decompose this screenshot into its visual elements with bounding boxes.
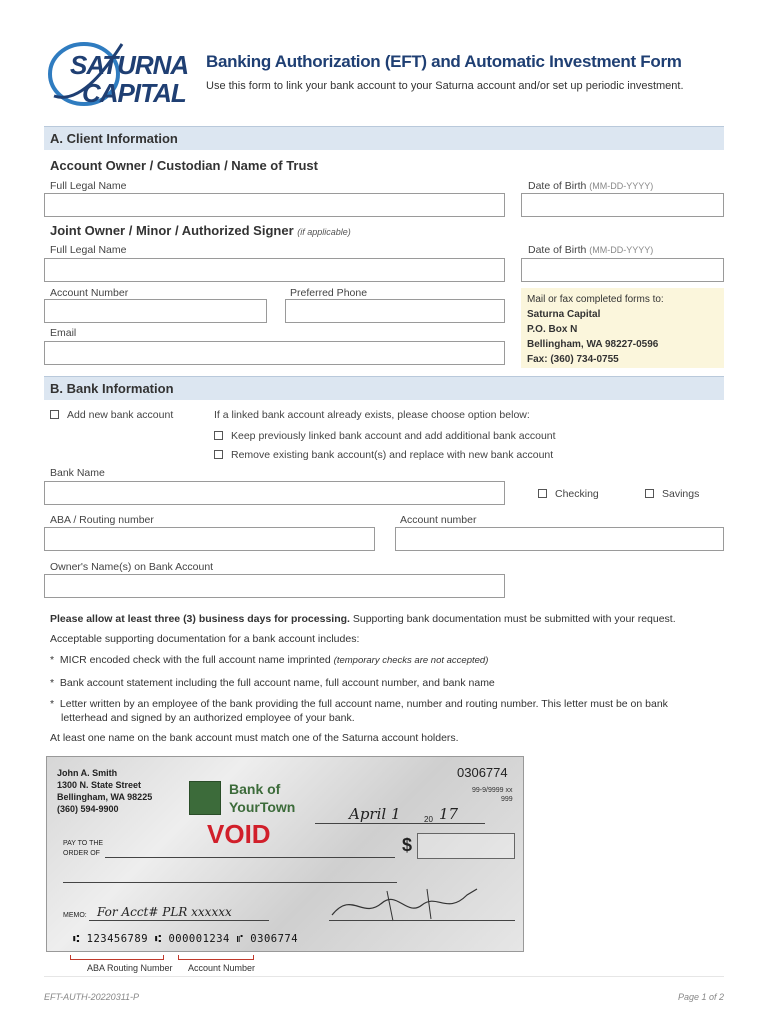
keep-label: Keep previously linked bank account and add additional bank account: [231, 430, 556, 442]
micr-line: ⑆ 123456789 ⑆ 000001234 ⑈ 0306774: [73, 933, 299, 945]
keep-checkbox[interactable]: [214, 431, 223, 440]
sample-check: [46, 756, 524, 952]
dob-format: (MM-DD-YYYY): [589, 181, 654, 191]
check-owner-phone: (360) 594-9900: [57, 804, 119, 814]
bank-name-field[interactable]: [44, 481, 505, 505]
acct-bracket: [178, 955, 254, 960]
bullet-3: * Letter written by an employee of the bank providing the full account name, number and routing number. This letter must be on bank letterhead and signed by an authorized employee of your bank.: [50, 698, 668, 724]
bank-logo-icon: [189, 781, 221, 815]
bank-name-label: Bank Name: [50, 467, 105, 479]
add-new-checkbox[interactable]: [50, 410, 59, 419]
footer-page: Page 1 of 2: [678, 992, 725, 1002]
bullet-3-line1: Letter written by an employee of the bank providing the full account name, number and routing number. This letter must be on bank: [59, 698, 668, 710]
payee-line: [105, 857, 395, 858]
year-prefix: 20: [424, 815, 433, 824]
memo-line: [89, 920, 269, 921]
preferred-phone-label: Preferred Phone: [290, 287, 368, 299]
processing-note-bold: Please allow at least three (3) business days for processing.: [50, 613, 350, 625]
logo-text-line2: CAPITAL: [82, 78, 186, 108]
joint-heading-text: Joint Owner / Minor / Authorized Signer: [50, 223, 294, 238]
section-b-header: [44, 376, 724, 400]
acceptable-note: Acceptable supporting documentation for a bank account includes:: [50, 633, 360, 645]
joint-note: (if applicable): [297, 227, 351, 237]
page-subtitle: Use this form to link your bank account to your Saturna account and/or set up periodic investment.: [206, 80, 684, 92]
savings-label: Savings: [662, 488, 700, 500]
pay-to-label: [63, 839, 103, 859]
checking-checkbox[interactable]: [538, 489, 547, 498]
dob-label: [528, 180, 653, 192]
email-label: Email: [50, 327, 77, 339]
bank-account-number-field[interactable]: [395, 527, 724, 551]
memo-handwriting: For Acct# PLR xxxxxx: [97, 905, 232, 919]
page-title: Banking Authorization (EFT) and Automatic Investment Form: [206, 52, 682, 71]
signature-icon: [327, 885, 487, 925]
bullet-2-text: Bank account statement including the full account name, full account number, and bank name: [59, 677, 495, 689]
check-number: 0306774: [457, 765, 508, 780]
saturna-logo: [44, 36, 189, 112]
bullet-1-text: MICR encoded check with the full account name imprinted: [59, 654, 331, 666]
check-owner-name: John A. Smith: [57, 768, 118, 778]
logo-text-line1: SATURNA: [70, 50, 189, 80]
section-b-title: B. Bank Information: [50, 381, 174, 396]
aba-routing-label: ABA Routing Number: [87, 963, 173, 973]
joint-heading: [50, 223, 351, 238]
match-note: At least one name on the bank account must match one of the Saturna account holders.: [50, 732, 459, 744]
amount-box: [417, 833, 515, 859]
add-new-bank-option[interactable]: [50, 409, 173, 421]
remove-checkbox[interactable]: [214, 450, 223, 459]
account-number-label: Account Number: [50, 287, 129, 299]
date-line: [315, 823, 485, 824]
full-legal-name-field[interactable]: [44, 193, 505, 217]
year-handwriting: 17: [439, 805, 459, 823]
savings-checkbox[interactable]: [645, 489, 654, 498]
section-a-header: [44, 126, 724, 150]
processing-note: [50, 613, 730, 625]
mail-city: Bellingham, WA 98227-0596: [527, 339, 659, 350]
acct-num-label: Account number: [400, 514, 477, 526]
check-owner-block: [57, 767, 152, 815]
remove-option[interactable]: [214, 449, 553, 461]
check-owner-street: 1300 N. State Street: [57, 780, 142, 790]
date-handwriting: April 1: [349, 805, 401, 823]
remove-label: Remove existing bank account(s) and replace with new bank account: [231, 449, 554, 461]
joint-full-legal-name-field[interactable]: [44, 258, 505, 282]
pay-to-line2: ORDER OF: [63, 850, 100, 857]
aba-label: ABA / Routing number: [50, 514, 154, 526]
section-a-title: A. Client Information: [50, 131, 178, 146]
check-owner-city: Bellingham, WA 98225: [57, 792, 153, 802]
joint-full-legal-name-label: Full Legal Name: [50, 244, 127, 256]
mail-info-box: [521, 288, 724, 368]
check-fraction: 99-9/9999 xx: [472, 787, 513, 794]
dollar-sign: $: [402, 835, 413, 855]
account-number-field[interactable]: [44, 299, 267, 323]
processing-note-rest: Supporting bank documentation must be submitted with your request.: [349, 613, 676, 625]
owner-heading: Account Owner / Custodian / Name of Trust: [50, 158, 318, 173]
full-legal-name-label: Full Legal Name: [50, 180, 127, 192]
footer-divider: [44, 976, 724, 977]
joint-dob-label-text: Date of Birth: [528, 244, 587, 256]
aba-field[interactable]: [44, 527, 375, 551]
checking-option[interactable]: [538, 488, 599, 500]
add-new-label: Add new bank account: [67, 409, 174, 421]
dob-label-text: Date of Birth: [528, 180, 587, 192]
mail-name: Saturna Capital: [527, 309, 601, 320]
checking-label: Checking: [555, 488, 599, 500]
joint-dob-format: (MM-DD-YYYY): [589, 245, 654, 255]
check-bank-line2: YourTown: [229, 799, 296, 815]
written-amount-line: [63, 882, 397, 883]
mail-intro: Mail or fax completed forms to:: [527, 294, 664, 305]
bullet-2: * Bank account statement including the full account name, full account number, and bank name: [50, 677, 495, 689]
signature-line: [329, 920, 515, 921]
void-stamp: VOID: [207, 819, 271, 849]
owners-label: Owner's Name(s) on Bank Account: [50, 561, 214, 573]
aba-bracket: [70, 955, 164, 960]
account-number-caption: Account Number: [188, 963, 256, 973]
joint-dob-label: [528, 244, 653, 256]
preferred-phone-field[interactable]: [285, 299, 505, 323]
bullet-3-line2: letterhead and signed by an authorized employee of your bank.: [61, 712, 355, 724]
dob-field[interactable]: [521, 193, 724, 217]
mail-fax: Fax: (360) 734-0755: [527, 354, 619, 365]
if-linked-text: If a linked bank account already exists, please choose option below:: [214, 409, 530, 421]
memo-label: MEMO:: [63, 912, 87, 919]
keep-option[interactable]: [214, 430, 556, 442]
email-field[interactable]: [44, 341, 505, 365]
check-bank-line1: Bank of: [229, 781, 281, 797]
savings-option[interactable]: [645, 488, 699, 500]
owners-field[interactable]: [44, 574, 505, 598]
footer-code: EFT-AUTH-20220311-P: [44, 992, 140, 1002]
bullet-1-italic: (temporary checks are not accepted): [333, 655, 489, 666]
joint-dob-field[interactable]: [521, 258, 724, 282]
check-fraction-2: 999: [501, 796, 513, 803]
mail-box: P.O. Box N: [527, 324, 578, 335]
pay-to-line1: PAY TO THE: [63, 840, 104, 847]
bullet-1: * MICR encoded check with the full account name imprinted (temporary checks are not accepted): [50, 654, 489, 666]
